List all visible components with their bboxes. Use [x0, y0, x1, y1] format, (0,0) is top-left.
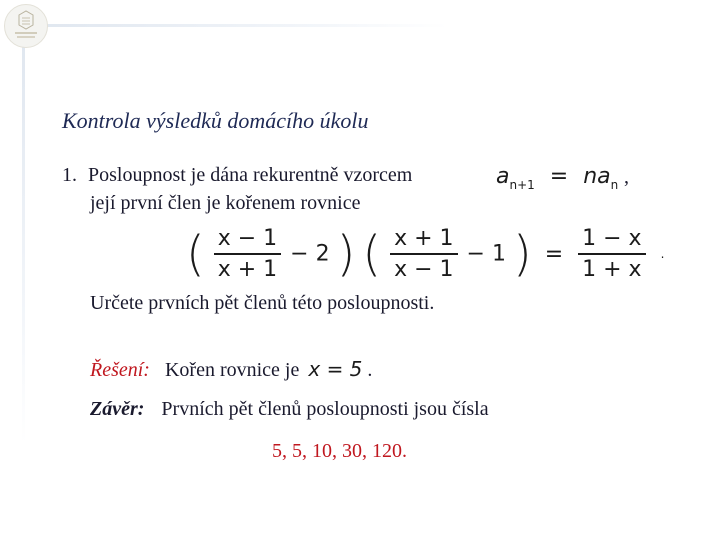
- solution-line: [90, 357, 372, 382]
- fraction-2: [390, 226, 457, 282]
- fraction-1-denominator: x + 1: [217, 257, 278, 282]
- fraction-3-numerator: 1 − x: [578, 226, 645, 255]
- formula-lhs: a: [496, 164, 510, 189]
- minus-one: − 1: [466, 241, 506, 267]
- paren-open-1: (: [186, 226, 205, 282]
- formula-lhs-subscript: n+1: [509, 178, 535, 192]
- problem-line-1: [62, 164, 412, 187]
- fraction-3-denominator: 1 + x: [582, 257, 642, 282]
- equation-equals: =: [544, 241, 564, 267]
- decorative-top-line: [22, 24, 448, 27]
- fraction-2-denominator: x − 1: [394, 257, 454, 282]
- problem-statement: Posloupnost je dána rekurentně vzorcem: [88, 164, 413, 186]
- conclusion-result: 5, 5, 10, 30, 120.: [272, 440, 407, 462]
- formula-rhs-subscript: n: [610, 178, 619, 192]
- fraction-1: [214, 226, 281, 282]
- slide-title: Kontrola výsledků domácího úkolu: [62, 108, 369, 133]
- minus-two: − 2: [290, 241, 330, 267]
- task-text: Určete prvních pět členů této posloupnosti.: [90, 292, 435, 314]
- recurrence-formula: [496, 164, 618, 192]
- equation-dot: .: [660, 247, 665, 261]
- school-emblem-icon: [4, 4, 48, 48]
- paren-close-1: ): [336, 226, 356, 282]
- formula-equals: =: [549, 164, 569, 189]
- problem-line-2: její první člen je kořenem rovnice: [90, 192, 361, 214]
- formula-rhs: na: [583, 164, 611, 189]
- solution-math: x = 5: [308, 357, 363, 381]
- solution-label: Řešení:: [90, 359, 150, 381]
- decorative-left-line: [22, 24, 25, 444]
- equation: [186, 226, 664, 282]
- formula-comma: ,: [624, 166, 629, 188]
- paren-close-2: ): [512, 226, 532, 282]
- conclusion-label: Závěr:: [90, 398, 145, 420]
- conclusion-text: Prvních pět členů posloupnosti jsou čísla: [161, 398, 489, 420]
- problem-number: 1.: [62, 164, 77, 186]
- conclusion-line: [90, 398, 489, 421]
- fraction-2-numerator: x + 1: [390, 226, 457, 255]
- fraction-3: [578, 226, 645, 282]
- solution-dot: .: [367, 359, 373, 381]
- solution-text: Kořen rovnice je: [164, 359, 300, 381]
- paren-open-2: (: [362, 226, 382, 282]
- fraction-1-numerator: x − 1: [214, 226, 281, 255]
